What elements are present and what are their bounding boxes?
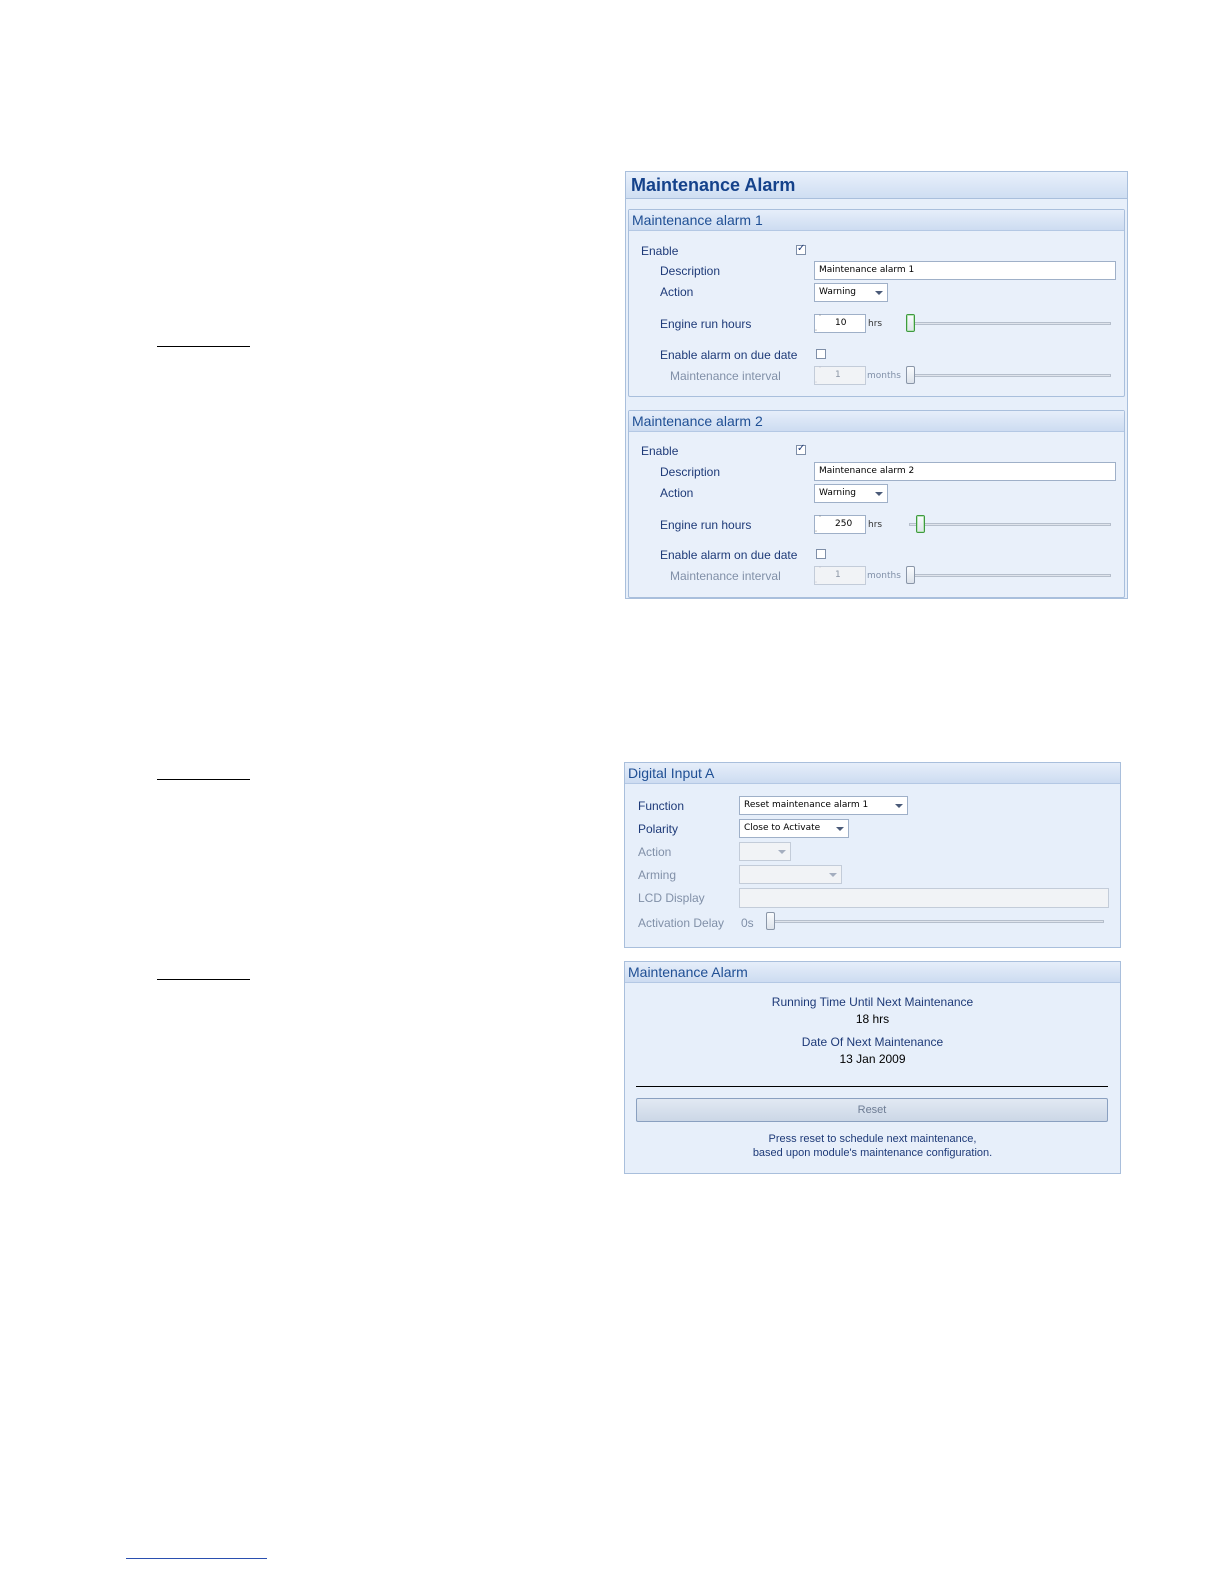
action-label: Action — [638, 845, 672, 859]
interval-label: Maintenance interval — [670, 569, 781, 583]
action-value: Warning — [819, 488, 857, 498]
reset-button[interactable]: Reset — [636, 1098, 1108, 1122]
action-label: Action — [660, 486, 694, 500]
run-hours-spinner[interactable] — [814, 314, 866, 333]
lcd-display-label: LCD Display — [638, 891, 705, 905]
document-rule-1 — [157, 346, 250, 347]
interval-unit: months — [867, 571, 901, 581]
run-hours-unit: hrs — [868, 520, 883, 530]
panel-title: Maintenance Alarm — [626, 172, 1127, 199]
running-time-value: 18 hrs — [855, 1012, 890, 1026]
next-date-label: Date Of Next Maintenance — [801, 1035, 944, 1049]
group-title: Maintenance alarm 1 — [629, 210, 1124, 231]
chevron-down-icon — [875, 492, 883, 496]
document-footer-rule — [126, 1558, 267, 1559]
action-value: Warning — [819, 287, 857, 297]
run-hours-label: Engine run hours — [660, 518, 752, 532]
maintenance-alarm-1-group — [628, 209, 1125, 397]
spin-arrows-icon: ˙ — [818, 366, 822, 375]
due-date-label: Enable alarm on due date — [660, 548, 798, 562]
digital-input-panel — [624, 762, 1121, 948]
separator — [636, 1086, 1108, 1087]
running-time-label: Running Time Until Next Maintenance — [771, 995, 974, 1009]
description-input[interactable]: Maintenance alarm 1 — [814, 261, 1116, 280]
reset-note-line-2: based upon module's maintenance configuration. — [752, 1147, 993, 1159]
interval-value: 1 — [835, 370, 841, 380]
arming-label: Arming — [638, 868, 677, 882]
run-hours-value: 250 — [835, 519, 853, 529]
enable-checkbox[interactable] — [796, 245, 806, 255]
polarity-select[interactable] — [739, 819, 849, 838]
action-select[interactable] — [814, 484, 888, 503]
run-hours-slider-track[interactable] — [909, 523, 1111, 526]
enable-label: Enable — [641, 444, 679, 458]
enable-label: Enable — [641, 244, 679, 258]
maintenance-alarm-2-group — [628, 410, 1125, 598]
action-select[interactable] — [814, 283, 888, 302]
function-select[interactable] — [739, 796, 908, 815]
due-date-checkbox[interactable] — [816, 349, 826, 359]
reset-note-line-1: Press reset to schedule next maintenance, — [768, 1133, 977, 1145]
interval-spinner[interactable] — [814, 566, 866, 585]
run-hours-slider-thumb[interactable] — [916, 515, 925, 533]
chevron-down-icon — [895, 804, 903, 808]
interval-spinner[interactable] — [814, 366, 866, 385]
run-hours-label: Engine run hours — [660, 317, 752, 331]
interval-unit: months — [867, 371, 901, 381]
activation-delay-slider-track[interactable] — [771, 920, 1104, 923]
maintenance-alarm-config-panel — [625, 171, 1128, 599]
interval-value: 1 — [835, 570, 841, 580]
due-date-checkbox[interactable] — [816, 549, 826, 559]
spin-arrows-icon: ˙ — [818, 515, 822, 524]
due-date-label: Enable alarm on due date — [660, 348, 798, 362]
interval-slider-thumb[interactable] — [906, 566, 915, 584]
chevron-down-icon — [778, 850, 786, 854]
arming-select[interactable] — [739, 865, 842, 884]
description-input[interactable]: Maintenance alarm 2 — [814, 462, 1116, 481]
next-date-value: 13 Jan 2009 — [839, 1052, 906, 1066]
run-hours-spinner[interactable] — [814, 515, 866, 534]
function-value: Reset maintenance alarm 1 — [744, 800, 869, 810]
activation-delay-value: 0s — [741, 916, 754, 930]
chevron-down-icon — [829, 873, 837, 877]
polarity-label: Polarity — [638, 822, 679, 836]
description-label: Description — [660, 264, 721, 278]
chevron-down-icon — [836, 827, 844, 831]
panel-title: Maintenance Alarm — [625, 962, 1120, 983]
activation-delay-label: Activation Delay — [638, 916, 725, 930]
document-rule-3 — [157, 979, 250, 980]
chevron-down-icon — [875, 291, 883, 295]
spin-arrows-icon: ˙ — [818, 566, 822, 575]
document-rule-2 — [157, 779, 250, 780]
interval-slider-track[interactable] — [909, 374, 1111, 377]
spin-arrows-icon: ˙ — [818, 314, 822, 323]
lcd-display-input[interactable] — [739, 888, 1109, 908]
interval-slider-track[interactable] — [909, 574, 1111, 577]
polarity-value: Close to Activate — [744, 823, 821, 833]
interval-label: Maintenance interval — [670, 369, 781, 383]
run-hours-slider-track[interactable] — [909, 322, 1111, 325]
run-hours-value: 10 — [835, 318, 847, 328]
run-hours-unit: hrs — [868, 319, 883, 329]
description-label: Description — [660, 465, 721, 479]
activation-delay-slider-thumb[interactable] — [766, 912, 775, 930]
function-label: Function — [638, 799, 685, 813]
group-title: Maintenance alarm 2 — [629, 411, 1124, 432]
action-select[interactable] — [739, 842, 791, 861]
panel-title: Digital Input A — [625, 763, 1120, 784]
action-label: Action — [660, 285, 694, 299]
maintenance-status-panel — [624, 961, 1121, 1174]
interval-slider-thumb[interactable] — [906, 366, 915, 384]
enable-checkbox[interactable] — [796, 445, 806, 455]
run-hours-slider-thumb[interactable] — [906, 314, 915, 332]
